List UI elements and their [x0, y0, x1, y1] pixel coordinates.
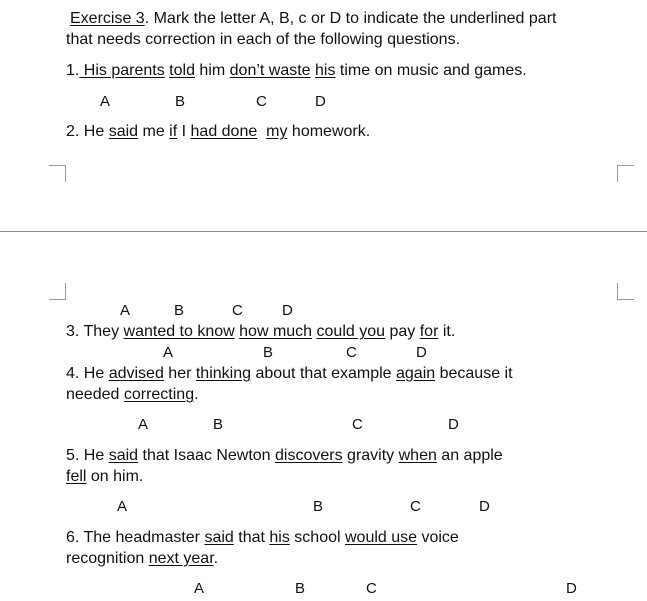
question-number: 2. He — [66, 123, 109, 140]
text: gravity — [342, 447, 399, 464]
text: me — [138, 123, 170, 140]
question-number: 3. They — [66, 323, 124, 340]
question-4 — [66, 364, 513, 384]
text: needed — [66, 386, 124, 403]
letter-c: C — [346, 344, 357, 361]
option-d: next year — [148, 550, 214, 567]
question-6 — [66, 528, 459, 548]
crop-mark-top-left — [49, 165, 66, 182]
letter-c: C — [232, 302, 243, 319]
question-5 — [66, 446, 503, 466]
option-d: fell — [66, 468, 87, 485]
option-b: told — [169, 62, 195, 79]
text: her — [163, 365, 196, 382]
question-5-line2 — [66, 467, 143, 487]
text: an apple — [436, 447, 503, 464]
question-number: 6. The headmaster — [66, 529, 205, 546]
letter-a: A — [120, 302, 131, 319]
option-c: would use — [344, 529, 418, 546]
question-number: 1. — [66, 62, 80, 79]
exercise-heading — [70, 9, 556, 29]
crop-mark-bottom-left — [49, 283, 66, 300]
option-a: said — [108, 447, 139, 464]
question-1 — [66, 61, 527, 81]
option-c: could you — [316, 323, 386, 340]
letter-b: B — [175, 93, 186, 110]
text: on him. — [86, 468, 144, 485]
letter-d: D — [566, 580, 577, 597]
text: . — [213, 550, 219, 567]
text: homework. — [287, 123, 371, 140]
instruction-text: . Mark the letter A, B, c or D to indicate the underlined part — [144, 10, 557, 27]
letter-b: B — [263, 344, 274, 361]
question-3 — [66, 322, 455, 342]
question-number: 5. He — [66, 447, 109, 464]
letter-c: C — [366, 580, 377, 597]
text — [257, 123, 266, 140]
letter-c: C — [256, 93, 267, 110]
text: that — [233, 529, 270, 546]
text: him — [194, 62, 230, 79]
option-c: don’t waste — [229, 62, 311, 79]
option-d: his — [315, 62, 336, 79]
text: . — [194, 386, 199, 403]
option-b: his — [269, 529, 290, 546]
letter-d: D — [416, 344, 427, 361]
page-break-line — [0, 231, 647, 232]
question-4-line2 — [66, 385, 199, 405]
option-a: advised — [108, 365, 164, 382]
option-b: discovers — [275, 447, 343, 464]
exercise-title: Exercise 3 — [70, 10, 145, 27]
text: time on music and games. — [335, 62, 527, 79]
option-b: if — [169, 123, 178, 140]
crop-mark-top-right — [617, 165, 634, 182]
text: because it — [435, 365, 513, 382]
letter-a: A — [138, 416, 149, 433]
option-d: for — [419, 323, 439, 340]
text: about that example — [251, 365, 396, 382]
option-b: thinking — [195, 365, 252, 382]
text: pay — [385, 323, 420, 340]
letter-b: B — [174, 302, 185, 319]
option-c: again — [396, 365, 436, 382]
option-c: when — [398, 447, 437, 464]
letter-d: D — [479, 498, 490, 515]
crop-mark-bottom-right — [617, 283, 634, 300]
letter-d: D — [282, 302, 293, 319]
question-2 — [66, 122, 370, 142]
letter-b: B — [213, 416, 224, 433]
text: recognition — [66, 550, 149, 567]
text: school — [289, 529, 345, 546]
text: it. — [438, 323, 456, 340]
option-a: His parents — [79, 62, 165, 79]
letter-a: A — [163, 344, 174, 361]
option-a: said — [204, 529, 234, 546]
option-a: said — [108, 123, 139, 140]
letter-d: D — [448, 416, 459, 433]
option-d: my — [266, 123, 288, 140]
option-b: how much — [239, 323, 313, 340]
option-d: correcting — [123, 386, 195, 403]
option-a: wanted to know — [123, 323, 235, 340]
letter-a: A — [194, 580, 205, 597]
instruction-text-line2: that needs correction in each of the following questions. — [66, 31, 461, 48]
letter-a: A — [100, 93, 111, 110]
question-number: 4. He — [66, 365, 109, 382]
letter-c: C — [410, 498, 421, 515]
text: I — [177, 123, 191, 140]
text: voice — [417, 529, 459, 546]
option-c: had done — [190, 123, 258, 140]
letter-b: B — [313, 498, 324, 515]
letter-c: C — [352, 416, 363, 433]
text: that Isaac Newton — [138, 447, 276, 464]
letter-a: A — [117, 498, 128, 515]
letter-b: B — [295, 580, 306, 597]
question-6-line2 — [66, 549, 218, 569]
letter-d: D — [315, 93, 326, 110]
